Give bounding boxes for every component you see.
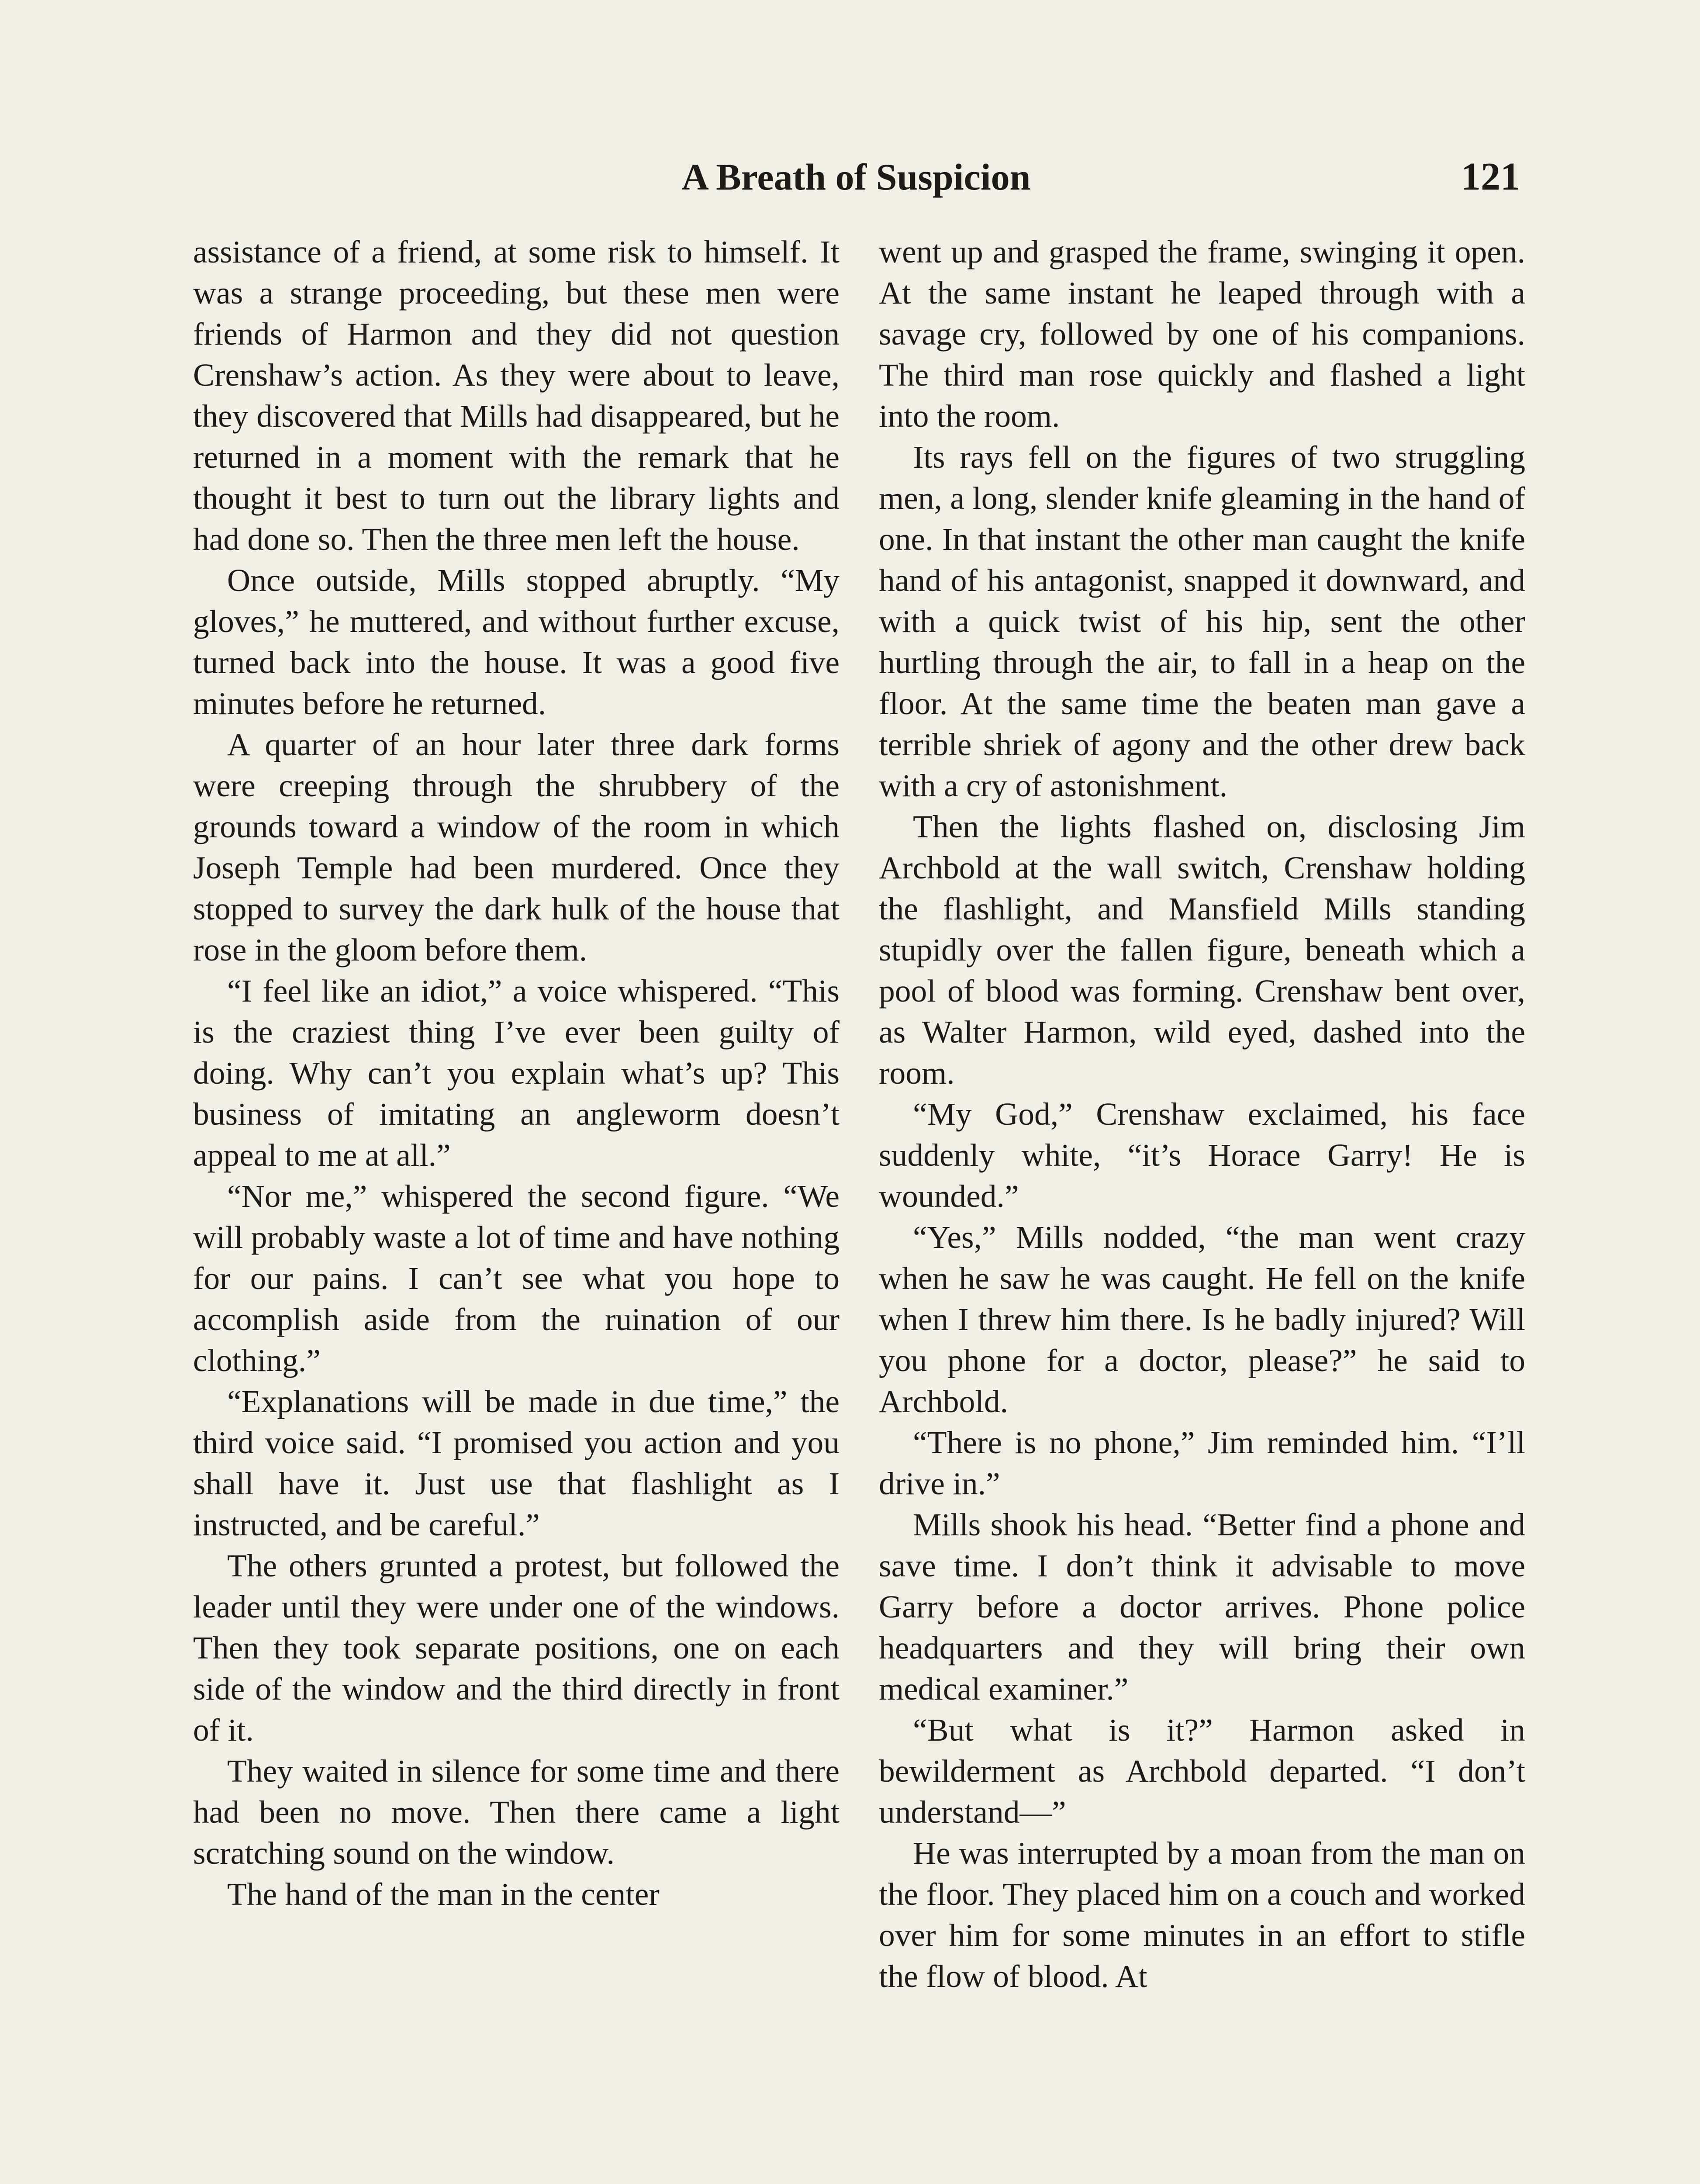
paragraph: Once outside, Mills stopped abruptly. “My gloves,” he muttered, and without further excuse, turned back into the house. It was a good five minutes before he returned. (193, 563, 840, 721)
paragraph: A quarter of an hour later three dark forms were creeping through the shrubbery of the grounds toward a window of the room in which Joseph Temple had been murdered. Once they stopped to survey the dark hulk of the house that rose in the gloom before them. (193, 727, 840, 968)
paragraph: The others grunted a protest, but followed the leader until they were under one of the windows. Then they took separate positions, one on each side of the window and the third directly in front of it. (193, 1548, 840, 1748)
paragraph: “But what is it?” Harmon asked in bewilderment as Archbold departed. “I don’t understand—” (879, 1712, 1525, 1830)
page-header (192, 144, 1520, 210)
text-column-left (193, 232, 840, 1915)
page-number: 121 (1461, 155, 1520, 198)
paragraph: Its rays fell on the figures of two struggling men, a long, slender knife gleaming in the hand of one. In that instant the other man caught the knife hand of his antagonist, snapped it downward, and with a quick twist of his hip, sent the other hurtling through the air, to fall in a heap on the floor. At the same time the beaten man gave a terrible shriek of agony and the other drew back with a cry of astonishment. (879, 439, 1525, 803)
paragraph: “Explanations will be made in due time,” the third voice said. “I promised you action and you shall have it. Just use that flashlight as I instructed, and be careful.” (193, 1384, 840, 1542)
text-column-right (879, 232, 1525, 1997)
paragraph: went up and grasped the frame, swinging it open. At the same instant he leaped through with a savage cry, followed by one of his companions. The third man rose quickly and flashed a light into the room. (879, 234, 1525, 434)
paragraph: Then the lights flashed on, disclosing Jim Archbold at the wall switch, Crenshaw holding the flashlight, and Mansfield Mills standing stupidly over the fallen figure, beneath which a pool of blood was forming. Crenshaw bent over, as Walter Harmon, wild eyed, dashed into the room. (879, 809, 1525, 1091)
paragraph: Mills shook his head. “Better find a phone and save time. I don’t think it advisable to move Garry before a doctor arrives. Phone police headquarters and they will bring their own medical examiner.” (879, 1507, 1525, 1707)
paragraph: He was interrupted by a moan from the man on the floor. They placed him on a couch and worked over him for some minutes in an effort to stifle the flow of blood. At (879, 1835, 1525, 1994)
paragraph: “My God,” Crenshaw exclaimed, his face suddenly white, “it’s Horace Garry! He is wounded.” (879, 1096, 1525, 1214)
paragraph: “Nor me,” whispered the second figure. “We will probably waste a lot of time and have nothing for our pains. I can’t see what you hope to accomplish aside from the ruination of our clothing.” (193, 1178, 840, 1378)
paragraph: The hand of the man in the center (227, 1876, 660, 1912)
paragraph: “Yes,” Mills nodded, “the man went crazy when he saw he was caught. He fell on the knife when I threw him there. Is he badly injured? Will you phone for a doctor, please?” he said to Archbold. (879, 1220, 1525, 1419)
paragraph: assistance of a friend, at some risk to himself. It was a strange proceeding, but these men were friends of Harmon and they did not question Crenshaw’s action. As they were about to leave, they discovered that Mills had disappeared, but he returned in a moment with the remark that he thought it best to turn out the library lights and had done so. Then the three men left the house. (193, 234, 840, 557)
paragraph: They waited in silence for some time and there had been no move. Then there came a light scratching sound on the window. (193, 1753, 840, 1871)
paragraph: “There is no phone,” Jim reminded him. “I’ll drive in.” (879, 1425, 1525, 1501)
running-title: A Breath of Suspicion (681, 156, 1031, 198)
paragraph: “I feel like an idiot,” a voice whispered. “This is the craziest thing I’ve ever been guilty of doing. Why can’t you explain what’s up? This business of imitating an angleworm doesn’t appeal to me at all.” (193, 973, 840, 1173)
